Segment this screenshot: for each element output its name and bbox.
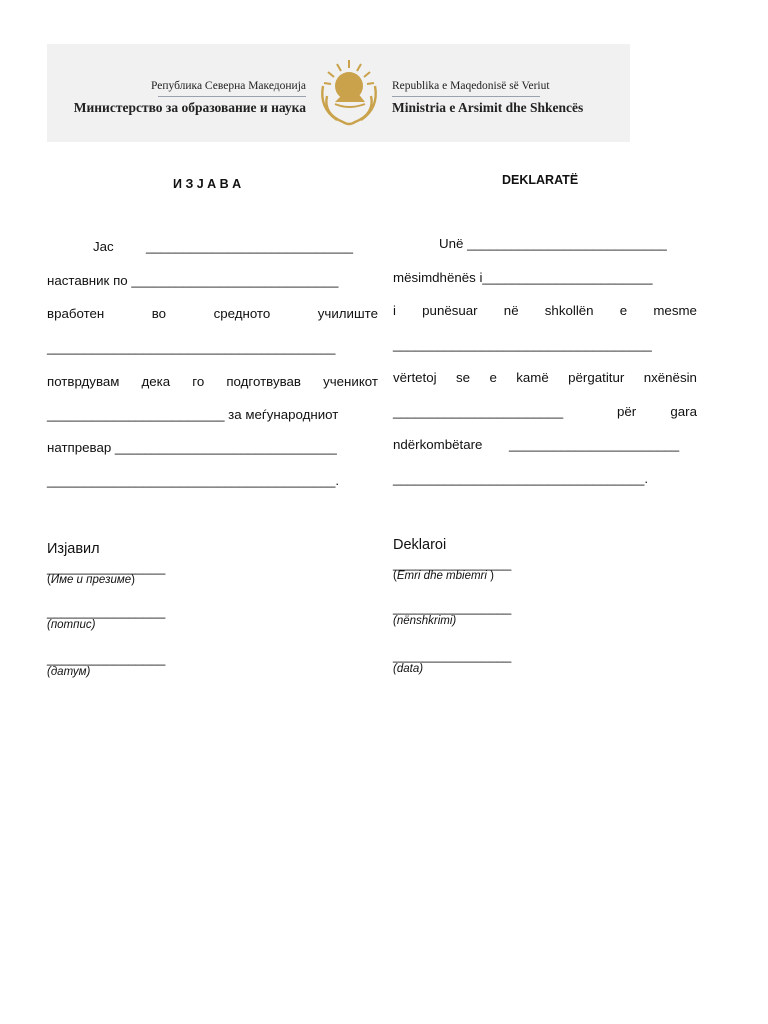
ministry-header <box>47 44 630 142</box>
sq-line-6-words <box>617 404 697 419</box>
header-ministry-mk: Министерство за образование и наука <box>73 100 306 115</box>
mk-line-5-word: дека <box>141 374 171 389</box>
header-country-mk: Република Северна Македонија <box>150 80 306 92</box>
mk-line-7: натпревар ______________________________ <box>47 440 337 455</box>
sq-line-3-word: mesme <box>653 303 697 318</box>
signed-label-sq: Deklaroi <box>393 537 447 553</box>
mk-name-blank: ________________ <box>47 560 166 575</box>
sq-line-5-word: kamë <box>516 370 549 385</box>
sq-line-3-word: shkollën <box>544 303 594 318</box>
sq-line-3-word: i <box>393 303 396 318</box>
sq-date-caption: (data) <box>393 663 424 675</box>
sq-line-3-word: punësuar <box>422 303 478 318</box>
sq-signature-blank: ________________ <box>393 600 512 615</box>
mk-line-4: _______________________________________ <box>47 340 336 355</box>
sq-line-6-word: gara <box>670 404 697 419</box>
signed-label-mk: Изјавил <box>47 541 100 557</box>
mk-line-3 <box>47 306 378 321</box>
sq-name-caption-text: Emri dhe mbiemri <box>396 570 487 582</box>
coat-of-arms-icon <box>317 56 381 128</box>
mk-line-1-blank: ____________________________ <box>146 239 354 254</box>
mk-line-3-word: училиште <box>317 306 378 321</box>
sq-line-6-word: për <box>617 404 637 419</box>
mk-line-3-word: средното <box>213 306 271 321</box>
mk-signature-caption: (потпис) <box>47 619 96 631</box>
header-ministry-sq: Ministria e Arsimit dhe Shkencës <box>392 100 584 115</box>
mk-line-6: ________________________ за меѓународниот <box>47 407 339 422</box>
mk-line-3-word: вработен <box>47 306 105 321</box>
mk-name-caption-text: Име и презиме <box>50 574 132 586</box>
sq-line-5-word: se <box>456 370 471 385</box>
mk-line-5-word: подготвував <box>226 374 301 389</box>
sq-line-5-word: nxënësin <box>643 370 697 385</box>
sq-line-3-word: në <box>503 303 519 318</box>
sq-line-5 <box>393 370 697 385</box>
sq-line-3 <box>393 303 697 318</box>
sq-date-blank: ________________ <box>393 648 512 663</box>
sq-line-5-word: e <box>489 370 497 385</box>
header-left-text <box>47 80 306 116</box>
mk-line-5-word: ученикот <box>323 374 378 389</box>
mk-line-3-word: во <box>151 306 167 321</box>
mk-line-1-word: Јас <box>93 239 114 254</box>
sq-line-5-word: përgatitur <box>568 370 625 385</box>
sq-line-8: __________________________________. <box>393 471 649 486</box>
sq-signature-caption: (nënshkrimi) <box>393 615 457 627</box>
mk-date-caption: (датум) <box>47 666 91 678</box>
declaration-title-sq: DEKLARATË <box>502 173 579 187</box>
mk-line-2: наставник по ____________________________ <box>47 273 339 288</box>
sq-name-blank: ________________ <box>393 556 512 571</box>
header-right-rule <box>392 96 540 97</box>
sq-line-1: Unë ___________________________ <box>439 236 667 251</box>
mk-line-5-word: го <box>192 374 205 389</box>
sq-line-3-word: e <box>619 303 628 318</box>
header-country-sq: Republika e Maqedonisë së Veriut <box>392 80 550 92</box>
mk-line-5-word: потврдувам <box>47 374 120 389</box>
sq-name-caption: (Emri dhe mbiemri ) <box>393 570 494 582</box>
mk-signature-blank: ________________ <box>47 604 166 619</box>
sq-line-4: ___________________________________ <box>393 337 652 352</box>
sq-line-5-word: vërtetoj <box>393 370 437 385</box>
mk-line-8: _______________________________________. <box>47 473 340 488</box>
header-right-text <box>392 80 583 116</box>
sq-line-7-word: ndërkombëtare <box>393 437 483 452</box>
mk-line-5 <box>47 374 378 389</box>
sq-line-6-blank: _______________________ <box>393 404 564 419</box>
mk-name-caption: (Име и презиме) <box>47 574 135 586</box>
sq-line-2: mësimdhënës i_______________________ <box>393 270 653 285</box>
declaration-title-mk: И З Ј А В А <box>173 177 242 191</box>
sq-line-7-blank: _______________________ <box>509 437 680 452</box>
mk-date-blank: ________________ <box>47 651 166 666</box>
header-left-rule <box>158 96 306 97</box>
